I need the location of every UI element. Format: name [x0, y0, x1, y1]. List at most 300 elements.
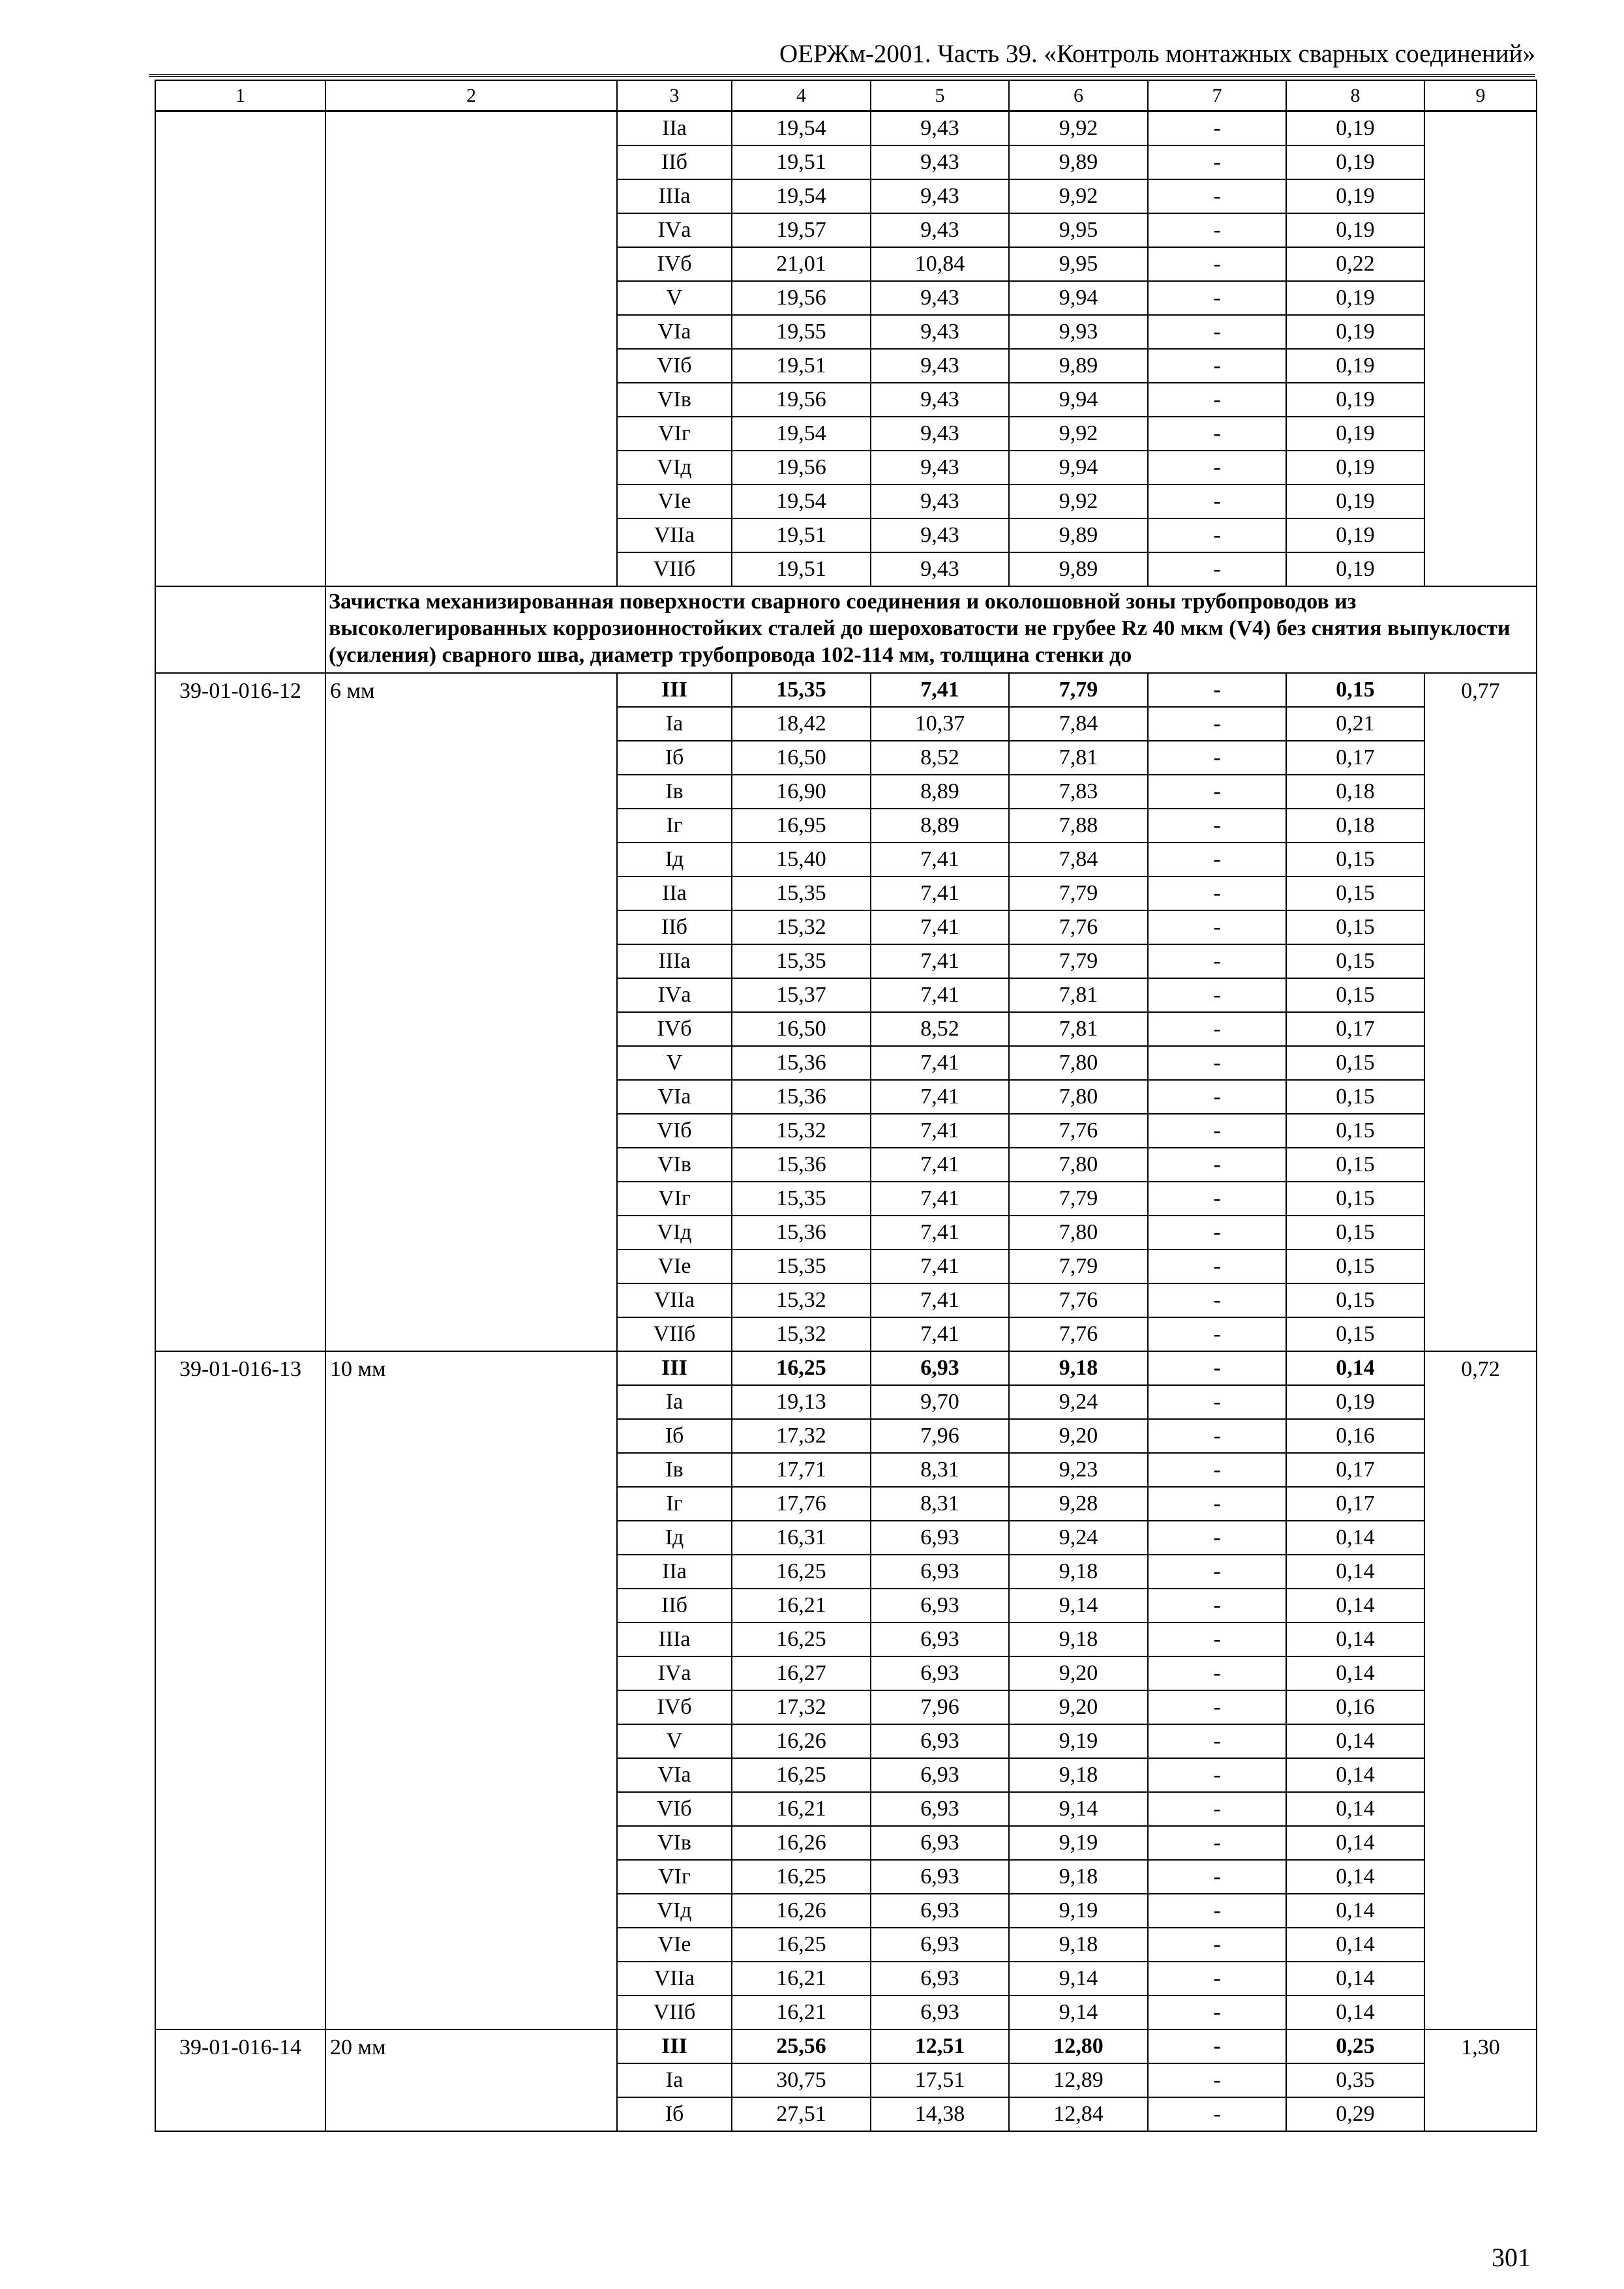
materials-cell: -: [1148, 673, 1286, 707]
zone-cell: IVа: [617, 1656, 732, 1690]
wages-cell: 7,41: [871, 910, 1009, 944]
wages-cell: 6,93: [871, 1792, 1009, 1826]
labor-cell: 0,21: [1286, 707, 1424, 741]
zone-cell: IIб: [617, 1589, 732, 1623]
wages-cell: 7,41: [871, 1249, 1009, 1283]
machine-cost-cell: 7,79: [1009, 1249, 1148, 1283]
labor-cell: 0,19: [1286, 315, 1424, 349]
wages-cell: 6,93: [871, 1826, 1009, 1860]
materials-cell: -: [1148, 349, 1286, 383]
wages-cell: 9,43: [871, 383, 1009, 417]
machine-cost-cell: 9,14: [1009, 1996, 1148, 2029]
materials-cell: -: [1148, 1283, 1286, 1317]
wages-cell: 8,31: [871, 1487, 1009, 1521]
machine-cost-cell: 7,80: [1009, 1216, 1148, 1249]
zone-cell: IIа: [617, 876, 732, 910]
machine-cost-cell: 9,92: [1009, 485, 1148, 518]
total-cost-cell: 16,26: [732, 1724, 871, 1758]
labor-cell: 0,19: [1286, 213, 1424, 247]
zone-cell: IIIа: [617, 179, 732, 213]
total-cost-cell: 18,42: [732, 707, 871, 741]
machine-cost-cell: 9,19: [1009, 1724, 1148, 1758]
materials-cell: -: [1148, 1148, 1286, 1182]
wages-cell: 7,41: [871, 1114, 1009, 1148]
total-cost-cell: 16,25: [732, 1555, 871, 1589]
machine-cost-cell: 7,80: [1009, 1148, 1148, 1182]
wages-cell: 6,93: [871, 1724, 1009, 1758]
column-number: 2: [325, 80, 617, 112]
zone-cell: IVб: [617, 1690, 732, 1724]
wages-cell: 6,93: [871, 1860, 1009, 1894]
labor-cell: 0,15: [1286, 1080, 1424, 1114]
materials-cell: -: [1148, 910, 1286, 944]
labor-cell: 0,14: [1286, 1758, 1424, 1792]
labor-cell: 0,16: [1286, 1419, 1424, 1453]
wages-cell: 7,41: [871, 1148, 1009, 1182]
total-cost-cell: 16,90: [732, 775, 871, 809]
total-cost-cell: 27,51: [732, 2097, 871, 2131]
total-cost-cell: 17,32: [732, 1690, 871, 1724]
labor-cell: 0,29: [1286, 2097, 1424, 2131]
machine-cost-cell: 9,14: [1009, 1962, 1148, 1996]
labor-cell: 0,14: [1286, 1521, 1424, 1555]
labor-cell: 0,18: [1286, 775, 1424, 809]
total-cost-cell: 16,21: [732, 1589, 871, 1623]
materials-cell: -: [1148, 707, 1286, 741]
wages-cell: 9,70: [871, 1385, 1009, 1419]
labor-cell: 0,19: [1286, 349, 1424, 383]
column-number: 8: [1286, 80, 1424, 112]
materials-cell: -: [1148, 1928, 1286, 1962]
materials-cell: -: [1148, 485, 1286, 518]
total-cost-cell: 16,25: [732, 1860, 871, 1894]
materials-cell: -: [1148, 213, 1286, 247]
total-cost-cell: 16,21: [732, 1962, 871, 1996]
total-cost-cell: 25,56: [732, 2029, 871, 2063]
zone-cell: V: [617, 1724, 732, 1758]
wages-cell: 8,31: [871, 1453, 1009, 1487]
machine-cost-cell: 9,19: [1009, 1894, 1148, 1928]
zone-cell: III: [617, 2029, 732, 2063]
materials-cell: -: [1148, 1826, 1286, 1860]
wages-cell: 8,52: [871, 741, 1009, 775]
materials-cell: -: [1148, 281, 1286, 315]
wages-cell: 14,38: [871, 2097, 1009, 2131]
machine-cost-cell: 9,95: [1009, 213, 1148, 247]
zone-cell: VIб: [617, 1792, 732, 1826]
wages-cell: 10,84: [871, 247, 1009, 281]
total-cost-cell: 21,01: [732, 247, 871, 281]
wages-cell: 8,89: [871, 775, 1009, 809]
total-cost-cell: 19,54: [732, 485, 871, 518]
zone-cell: VIа: [617, 1758, 732, 1792]
wages-cell: 7,41: [871, 1080, 1009, 1114]
zone-cell: VIб: [617, 349, 732, 383]
materials-cell: -: [1148, 1656, 1286, 1690]
labor-cell: 0,15: [1286, 876, 1424, 910]
total-cost-cell: 19,54: [732, 417, 871, 451]
total-cost-cell: 19,57: [732, 213, 871, 247]
wages-cell: 6,93: [871, 1623, 1009, 1656]
labor-cell: 0,17: [1286, 1487, 1424, 1521]
materials-cell: -: [1148, 1080, 1286, 1114]
materials-cell: -: [1148, 2063, 1286, 2097]
total-cost-cell: 19,51: [732, 349, 871, 383]
labor-cell: 0,14: [1286, 1555, 1424, 1589]
column-number: 7: [1148, 80, 1286, 112]
materials-cell: -: [1148, 775, 1286, 809]
rate-code: 39-01-016-14: [155, 2029, 325, 2131]
total-cost-cell: 16,31: [732, 1521, 871, 1555]
table-body: [155, 112, 1537, 2132]
wages-cell: 9,43: [871, 518, 1009, 552]
labor-cell: 0,17: [1286, 1012, 1424, 1046]
labor-cell: 0,15: [1286, 1283, 1424, 1317]
total-cost-cell: 19,56: [732, 383, 871, 417]
labor-cell: 0,19: [1286, 518, 1424, 552]
wall-thickness: 10 мм: [325, 1351, 617, 2029]
zone-cell: VIа: [617, 315, 732, 349]
zone-cell: IIа: [617, 112, 732, 146]
labor-cell: 0,15: [1286, 1148, 1424, 1182]
wages-cell: 7,41: [871, 978, 1009, 1012]
total-cost-cell: 17,32: [732, 1419, 871, 1453]
machine-cost-cell: 7,79: [1009, 673, 1148, 707]
total-cost-cell: 15,35: [732, 1249, 871, 1283]
machine-cost-cell: 9,18: [1009, 1623, 1148, 1656]
cost-cell: [1424, 112, 1537, 587]
machine-cost-cell: 9,23: [1009, 1453, 1148, 1487]
labor-cell: 0,15: [1286, 1249, 1424, 1283]
zone-cell: VIIб: [617, 552, 732, 586]
materials-cell: -: [1148, 1385, 1286, 1419]
wages-cell: 6,93: [871, 1928, 1009, 1962]
total-cost-cell: 15,36: [732, 1080, 871, 1114]
machine-cost-cell: 9,92: [1009, 179, 1148, 213]
labor-cell: 0,15: [1286, 1046, 1424, 1080]
desc-cell: [325, 112, 617, 587]
machine-cost-cell: 9,24: [1009, 1385, 1148, 1419]
wages-cell: 6,93: [871, 1656, 1009, 1690]
zone-cell: VIг: [617, 1860, 732, 1894]
materials-cell: -: [1148, 145, 1286, 179]
machine-cost-cell: 9,28: [1009, 1487, 1148, 1521]
wages-cell: 7,96: [871, 1419, 1009, 1453]
total-cost-cell: 16,26: [732, 1826, 871, 1860]
document-title: ОЕРЖм-2001. Часть 39. «Контроль монтажных сварных соединений»: [779, 40, 1535, 68]
zone-cell: VIд: [617, 451, 732, 485]
labor-cell: 0,19: [1286, 451, 1424, 485]
wages-cell: 7,41: [871, 1283, 1009, 1317]
total-cost-cell: 15,36: [732, 1216, 871, 1249]
labor-cell: 0,17: [1286, 741, 1424, 775]
materials-cell: -: [1148, 978, 1286, 1012]
wages-cell: 9,43: [871, 179, 1009, 213]
machine-cost-cell: 12,84: [1009, 2097, 1148, 2131]
machine-cost-cell: 9,89: [1009, 518, 1148, 552]
labor-cell: 0,14: [1286, 1826, 1424, 1860]
machine-cost-cell: 9,18: [1009, 1555, 1148, 1589]
wages-cell: 7,41: [871, 843, 1009, 876]
column-number: 1: [155, 80, 325, 112]
column-number: 3: [617, 80, 732, 112]
zone-cell: IIб: [617, 145, 732, 179]
machine-cost-cell: 7,84: [1009, 843, 1148, 876]
wages-cell: 7,41: [871, 876, 1009, 910]
rates-table: [155, 80, 1537, 2132]
machine-cost-cell: 7,84: [1009, 707, 1148, 741]
materials-cell: -: [1148, 876, 1286, 910]
zone-cell: VIд: [617, 1894, 732, 1928]
wages-cell: 7,41: [871, 1216, 1009, 1249]
total-cost-cell: 15,40: [732, 843, 871, 876]
materials-cell: -: [1148, 809, 1286, 843]
labor-cell: 0,19: [1286, 179, 1424, 213]
zone-cell: IIIа: [617, 944, 732, 978]
total-cost-cell: 19,56: [732, 281, 871, 315]
total-cost-cell: 16,25: [732, 1928, 871, 1962]
labor-cell: 0,19: [1286, 383, 1424, 417]
machine-cost-cell: 9,92: [1009, 417, 1148, 451]
total-cost-cell: 19,51: [732, 552, 871, 586]
wall-thickness: 20 мм: [325, 2029, 617, 2131]
machine-cost-cell: 9,24: [1009, 1521, 1148, 1555]
materials-cell: -: [1148, 1589, 1286, 1623]
zone-cell: VIе: [617, 1928, 732, 1962]
machine-cost-cell: 9,20: [1009, 1419, 1148, 1453]
zone-cell: Iа: [617, 2063, 732, 2097]
materials-cell: -: [1148, 1690, 1286, 1724]
zone-cell: VIа: [617, 1080, 732, 1114]
machine-cost-cell: 12,89: [1009, 2063, 1148, 2097]
zone-cell: VIIа: [617, 1283, 732, 1317]
wages-cell: 6,93: [871, 1589, 1009, 1623]
wages-cell: 6,93: [871, 1521, 1009, 1555]
total-cost-cell: 19,51: [732, 518, 871, 552]
zone-cell: Iб: [617, 1419, 732, 1453]
materials-cell: -: [1148, 1419, 1286, 1453]
total-cost-cell: 19,56: [732, 451, 871, 485]
materials-cell: -: [1148, 1012, 1286, 1046]
zone-cell: Iв: [617, 775, 732, 809]
materials-cell: -: [1148, 1521, 1286, 1555]
zone-cell: VIIа: [617, 1962, 732, 1996]
machine-cost-cell: 9,93: [1009, 315, 1148, 349]
machine-cost-cell: 9,89: [1009, 145, 1148, 179]
rate-code: 39-01-016-12: [155, 673, 325, 1351]
zone-cell: VIв: [617, 1148, 732, 1182]
total-cost-cell: 15,36: [732, 1148, 871, 1182]
machine-cost-cell: 12,80: [1009, 2029, 1148, 2063]
machine-cost-cell: 7,76: [1009, 1283, 1148, 1317]
wages-cell: 7,96: [871, 1690, 1009, 1724]
materials-cell: -: [1148, 2097, 1286, 2131]
machine-cost-cell: 7,76: [1009, 910, 1148, 944]
column-number: 9: [1424, 80, 1537, 112]
labor-cell: 0,15: [1286, 944, 1424, 978]
total-cost-cell: 15,35: [732, 876, 871, 910]
machine-cost-cell: 7,80: [1009, 1080, 1148, 1114]
materials-cell: -: [1148, 552, 1286, 586]
wages-cell: 7,41: [871, 673, 1009, 707]
zone-cell: Iб: [617, 741, 732, 775]
zone-cell: VIд: [617, 1216, 732, 1249]
labor-cell: 0,16: [1286, 1690, 1424, 1724]
materials-cell: -: [1148, 1555, 1286, 1589]
labor-cell: 0,22: [1286, 247, 1424, 281]
total-cost-cell: 15,32: [732, 1283, 871, 1317]
materials-cell: -: [1148, 1792, 1286, 1826]
rate-cost: 0,77: [1424, 673, 1537, 1351]
materials-cell: -: [1148, 2029, 1286, 2063]
total-cost-cell: 16,25: [732, 1623, 871, 1656]
materials-cell: -: [1148, 1182, 1286, 1216]
materials-cell: -: [1148, 1962, 1286, 1996]
wages-cell: 6,93: [871, 1962, 1009, 1996]
machine-cost-cell: 7,81: [1009, 978, 1148, 1012]
total-cost-cell: 16,50: [732, 1012, 871, 1046]
materials-cell: -: [1148, 944, 1286, 978]
column-number: 4: [732, 80, 871, 112]
zone-cell: Iд: [617, 843, 732, 876]
zone-cell: VIв: [617, 1826, 732, 1860]
wages-cell: 8,89: [871, 809, 1009, 843]
total-cost-cell: 17,76: [732, 1487, 871, 1521]
wages-cell: 9,43: [871, 451, 1009, 485]
materials-cell: -: [1148, 1317, 1286, 1351]
total-cost-cell: 15,35: [732, 944, 871, 978]
materials-cell: -: [1148, 1114, 1286, 1148]
section-heading-row: [155, 586, 1537, 673]
machine-cost-cell: 9,94: [1009, 383, 1148, 417]
machine-cost-cell: 9,94: [1009, 451, 1148, 485]
wages-cell: 9,43: [871, 213, 1009, 247]
materials-cell: -: [1148, 112, 1286, 146]
rate-cost: 1,30: [1424, 2029, 1537, 2131]
total-cost-cell: 15,37: [732, 978, 871, 1012]
materials-cell: -: [1148, 1724, 1286, 1758]
materials-cell: -: [1148, 1351, 1286, 1385]
zone-cell: VIг: [617, 417, 732, 451]
wages-cell: 9,43: [871, 552, 1009, 586]
labor-cell: 0,19: [1286, 1385, 1424, 1419]
zone-cell: VIIб: [617, 1996, 732, 2029]
zone-cell: IIб: [617, 910, 732, 944]
total-cost-cell: 16,25: [732, 1351, 871, 1385]
zone-cell: Iв: [617, 1453, 732, 1487]
labor-cell: 0,35: [1286, 2063, 1424, 2097]
table-row: [155, 1351, 1537, 1385]
materials-cell: -: [1148, 1216, 1286, 1249]
wages-cell: 9,43: [871, 485, 1009, 518]
machine-cost-cell: 9,18: [1009, 1351, 1148, 1385]
zone-cell: Iг: [617, 809, 732, 843]
wages-cell: 9,43: [871, 315, 1009, 349]
labor-cell: 0,15: [1286, 1114, 1424, 1148]
machine-cost-cell: 7,80: [1009, 1046, 1148, 1080]
labor-cell: 0,15: [1286, 673, 1424, 707]
rate-cost: 0,72: [1424, 1351, 1537, 2029]
total-cost-cell: 19,55: [732, 315, 871, 349]
labor-cell: 0,14: [1286, 1623, 1424, 1656]
machine-cost-cell: 7,76: [1009, 1114, 1148, 1148]
labor-cell: 0,19: [1286, 145, 1424, 179]
wages-cell: 6,93: [871, 1894, 1009, 1928]
total-cost-cell: 17,71: [732, 1453, 871, 1487]
total-cost-cell: 16,27: [732, 1656, 871, 1690]
machine-cost-cell: 9,18: [1009, 1860, 1148, 1894]
materials-cell: -: [1148, 518, 1286, 552]
zone-cell: VIIб: [617, 1317, 732, 1351]
page-number: 301: [1492, 2243, 1531, 2272]
table-row: [155, 112, 1537, 146]
zone-cell: IVа: [617, 213, 732, 247]
total-cost-cell: 15,32: [732, 1317, 871, 1351]
zone-cell: IIа: [617, 1555, 732, 1589]
labor-cell: 0,19: [1286, 112, 1424, 146]
labor-cell: 0,19: [1286, 281, 1424, 315]
materials-cell: -: [1148, 179, 1286, 213]
materials-cell: -: [1148, 1758, 1286, 1792]
total-cost-cell: 16,26: [732, 1894, 871, 1928]
wages-cell: 9,43: [871, 112, 1009, 146]
zone-cell: IVб: [617, 1012, 732, 1046]
total-cost-cell: 19,51: [732, 145, 871, 179]
wages-cell: 7,41: [871, 1182, 1009, 1216]
zone-cell: Iа: [617, 1385, 732, 1419]
materials-cell: -: [1148, 1487, 1286, 1521]
machine-cost-cell: 9,14: [1009, 1792, 1148, 1826]
zone-cell: Iа: [617, 707, 732, 741]
total-cost-cell: 19,54: [732, 112, 871, 146]
materials-cell: -: [1148, 843, 1286, 876]
machine-cost-cell: 7,76: [1009, 1317, 1148, 1351]
table-row: [155, 673, 1537, 707]
total-cost-cell: 15,32: [732, 910, 871, 944]
zone-cell: Iб: [617, 2097, 732, 2131]
total-cost-cell: 15,36: [732, 1046, 871, 1080]
total-cost-cell: 30,75: [732, 2063, 871, 2097]
zone-cell: Iг: [617, 1487, 732, 1521]
labor-cell: 0,14: [1286, 1996, 1424, 2029]
column-number: 5: [871, 80, 1009, 112]
materials-cell: -: [1148, 1623, 1286, 1656]
labor-cell: 0,15: [1286, 1182, 1424, 1216]
wages-cell: 12,51: [871, 2029, 1009, 2063]
machine-cost-cell: 7,79: [1009, 1182, 1148, 1216]
materials-cell: -: [1148, 1249, 1286, 1283]
labor-cell: 0,14: [1286, 1928, 1424, 1962]
labor-cell: 0,14: [1286, 1962, 1424, 1996]
total-cost-cell: 15,32: [732, 1114, 871, 1148]
wages-cell: 9,43: [871, 145, 1009, 179]
zone-cell: VIг: [617, 1182, 732, 1216]
labor-cell: 0,19: [1286, 485, 1424, 518]
section-heading: Зачистка механизированная поверхности сварного соединения и околошовной зоны трубопроводов из высоколегированных коррозионностойких сталей до шероховатости не грубее Rz 40 мкм (V4) без снятия выпуклости (усиления) сварного шва, диаметр трубопровода 102-114 мм, толщина стенки до: [325, 586, 1537, 673]
labor-cell: 0,14: [1286, 1792, 1424, 1826]
machine-cost-cell: 9,18: [1009, 1758, 1148, 1792]
machine-cost-cell: 9,92: [1009, 112, 1148, 146]
labor-cell: 0,19: [1286, 552, 1424, 586]
wages-cell: 6,93: [871, 1351, 1009, 1385]
materials-cell: -: [1148, 451, 1286, 485]
wages-cell: 9,43: [871, 349, 1009, 383]
total-cost-cell: 16,21: [732, 1792, 871, 1826]
materials-cell: -: [1148, 417, 1286, 451]
labor-cell: 0,15: [1286, 910, 1424, 944]
zone-cell: VIв: [617, 383, 732, 417]
wages-cell: 7,41: [871, 944, 1009, 978]
